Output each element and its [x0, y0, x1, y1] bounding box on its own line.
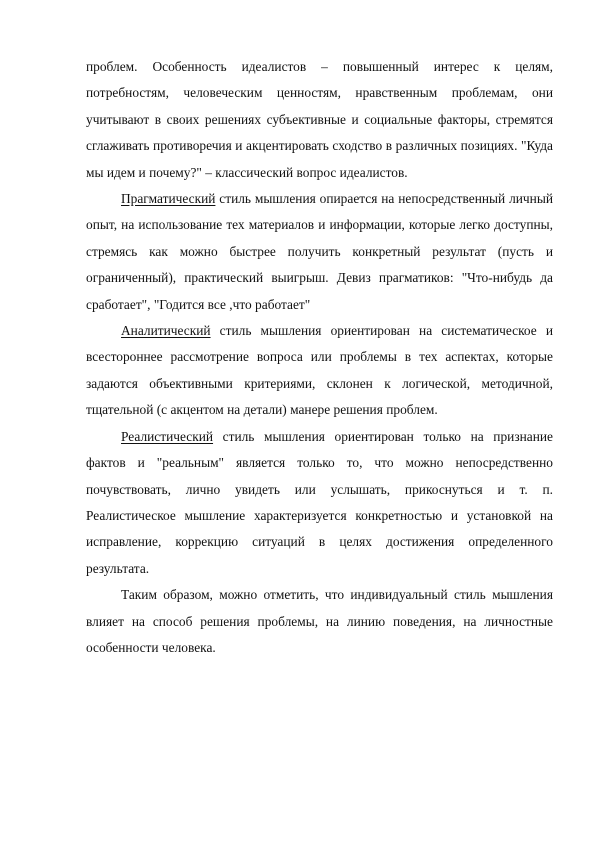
term-pragmatic: Прагматический	[121, 191, 216, 207]
term-realistic: Реалистический	[121, 428, 214, 444]
paragraph-realistic	[86, 424, 553, 582]
paragraph-analytic	[86, 318, 553, 424]
paragraph-text: стиль мышления ориентирован только на признание фактов и "реальным" является только то, что можно непосредственно почувствовать, лично увидеть или услышать, прикоснуться и т. п. Реалистическое мышление характеризуется конкретностью и установкой на исправление, коррекцию ситуаций в целях достижения определенного результата.	[86, 428, 553, 576]
paragraph-text: стиль мышления опирается на непосредственный личный опыт, на использование тех материалов и информации, которые легко доступны, стремясь как можно быстрее получить конкретный результат (пусть и ограниченный), практический выигрыш. Девиз прагматиков: "Что-нибудь да сработает", "Годится все ,что работает"	[86, 191, 553, 312]
paragraph-text: стиль мышления ориентирован на систематическое и всестороннее рассмотрение вопроса или проблемы в тех аспектах, которые задаются объективными критериями, склонен к логической, методичной, тщательной (с акцентом на детали) манере решения проблем.	[86, 323, 553, 418]
document-body	[86, 54, 553, 661]
paragraph-conclusion	[86, 582, 553, 661]
term-analytic: Аналитический	[121, 323, 211, 339]
paragraph-pragmatic	[86, 186, 553, 318]
paragraph-text: Таким образом, можно отметить, что индивидуальный стиль мышления влияет на способ решения проблемы, на линию поведения, на личностные особенности человека.	[86, 587, 553, 655]
paragraph-text: проблем. Особенность идеалистов – повышенный интерес к целям, потребностям, человеческим ценностям, нравственным проблемам, они учитывают в своих решениях субъективные и социальные факторы, стремятся сглаживать противоречия и акцентировать сходство в различных позициях. "Куда мы идем и почему?" – классический вопрос идеалистов.	[86, 59, 553, 180]
paragraph-idealists-end	[86, 54, 553, 186]
